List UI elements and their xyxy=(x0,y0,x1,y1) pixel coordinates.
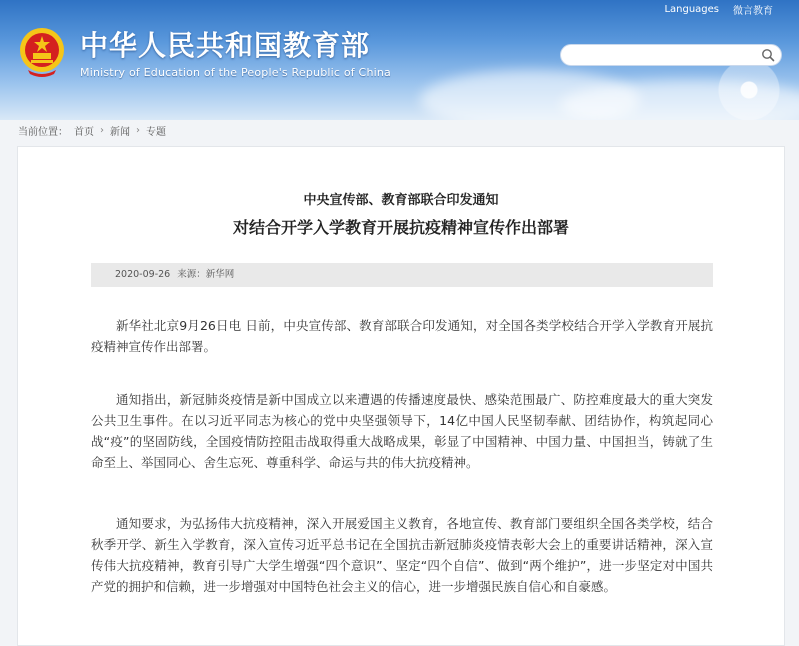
article-subtitle: 中央宣传部、教育部联合印发通知 xyxy=(303,193,499,208)
article-date: 2020-09-26 xyxy=(115,269,171,280)
weibo-link[interactable]: 微言教育 xyxy=(733,6,773,17)
article-paragraph: 新华社北京9月26日电 日前，中央宣传部、教育部联合印发通知，对全国各类学校结合开学入学教育开展抗疫精神宣传作出部署。 xyxy=(91,318,713,354)
article-card xyxy=(17,146,785,646)
languages-link[interactable]: Languages xyxy=(664,4,719,15)
article-paragraph: 通知要求，为弘扬伟大抗疫精神，深入开展爱国主义教育，各地宣传、教育部门要组织全国各类学校，结合秋季开学、新生入学教育，深入宣传习近平总书记在全国抗击新冠肺炎疫情表彰大会上的重要讲话精神，深入宣传伟大抗疫精神，教育引导广大学生增强“四个意识”、坚定“四个自信”、做到“两个维护”，进一步坚定对中国共产党的拥护和信赖，进一步增强对中国特色社会主义的信心，进一步增强民族自信心和自豪感。 xyxy=(91,516,713,594)
search-box xyxy=(560,44,782,66)
article-source: 来源：新华网 xyxy=(177,269,235,280)
breadcrumb-news[interactable]: 新闻 xyxy=(110,127,130,138)
article-title: 对结合开学入学教育开展抗疫精神宣传作出部署 xyxy=(232,218,569,237)
breadcrumb-topic[interactable]: 专题 xyxy=(146,127,166,138)
article-meta-bar xyxy=(91,263,713,287)
top-links xyxy=(664,2,773,17)
site-header xyxy=(0,0,799,120)
national-emblem-icon xyxy=(18,26,66,78)
breadcrumb-home[interactable]: 首页 xyxy=(74,127,94,138)
breadcrumb-separator: › xyxy=(136,125,140,136)
search-input[interactable] xyxy=(571,47,755,65)
breadcrumb-prefix: 当前位置： xyxy=(18,127,68,138)
breadcrumb xyxy=(18,123,166,138)
dandelion-decoration xyxy=(717,58,781,120)
article-paragraph: 通知指出，新冠肺炎疫情是新中国成立以来遭遇的传播速度最快、感染范围最广、防控难度最大的重大突发公共卫生事件。在以习近平同志为核心的党中央坚强领导下，14亿中国人民坚韧奉献、团结协作，构筑起同心战“疫”的坚固防线，全国疫情防控阻击战取得重大战略成果，彰显了中国精神、中国力量、中国担当，铸就了生命至上、举国同心、舍生忘死、尊重科学、命运与共的伟大抗疫精神。 xyxy=(91,392,713,470)
site-title: 中华人民共和国教育部 xyxy=(80,29,371,62)
breadcrumb-separator: › xyxy=(100,125,104,136)
search-icon[interactable] xyxy=(761,48,775,62)
site-subtitle: Ministry of Education of the People's Republic of China xyxy=(80,66,391,79)
